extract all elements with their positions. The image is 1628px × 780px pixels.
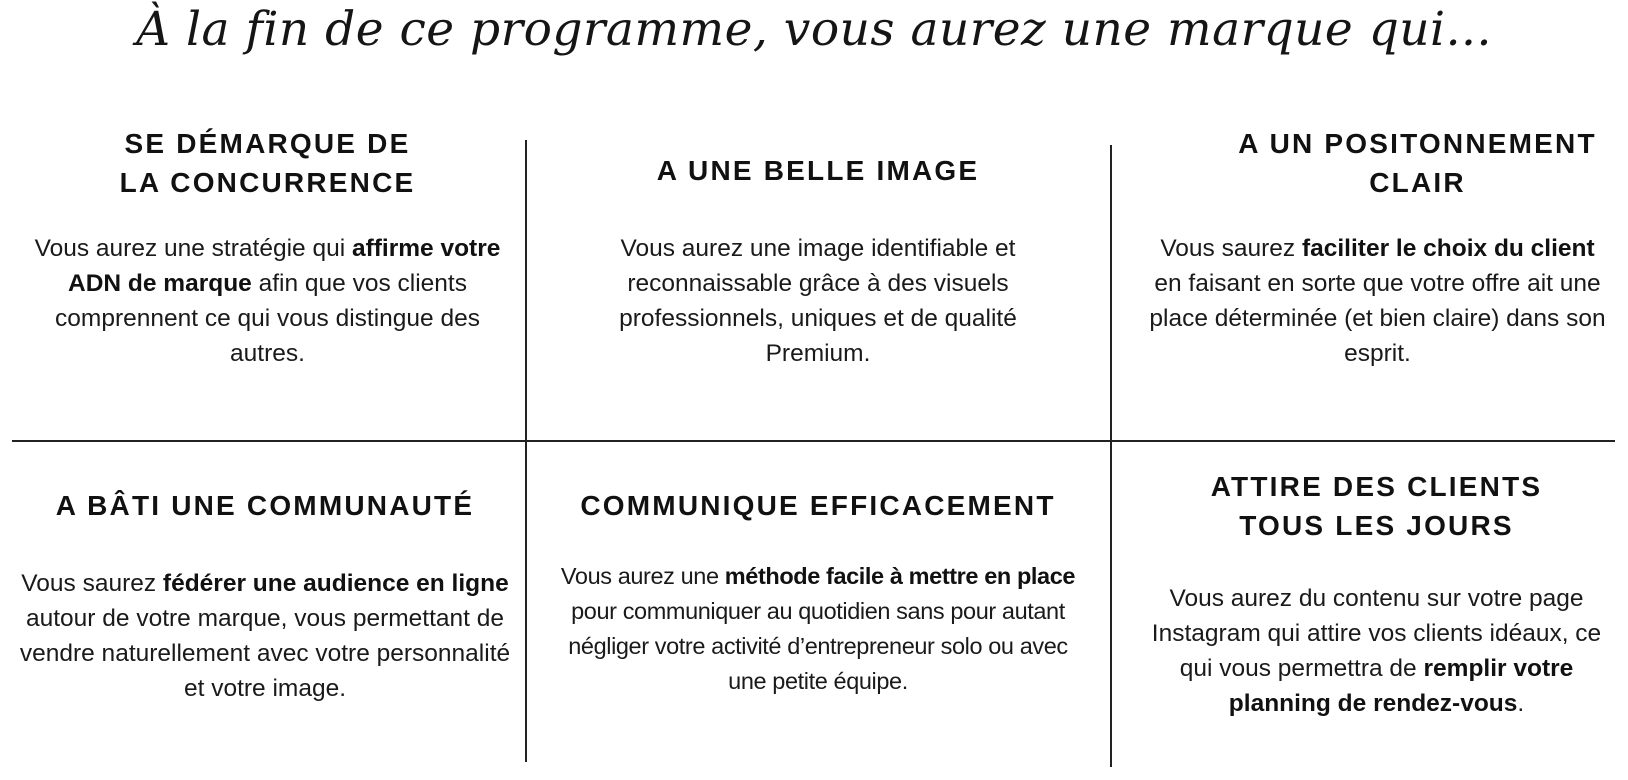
feature-heading-line: TOUS LES JOURS [1239, 510, 1514, 541]
feature-cell-communique [548, 486, 1088, 699]
description-text: Vous aurez du contenu sur votre page Instagram qui attire vos clients idéaux, ce qui vous permettra de [1151, 585, 1602, 682]
description-text: Vous aurez une stratégie qui [34, 235, 352, 262]
feature-heading-line: CLAIR [1369, 167, 1466, 198]
feature-heading-line: A BÂTI UNE COMMUNAUTÉ [55, 490, 475, 521]
page-title: À la fin de ce programme, vous aurez une marque qui... [136, 2, 1492, 57]
description-text: en faisant en sorte que votre offre ait une place déterminée (et bien claire) dans son esprit. [1149, 270, 1606, 367]
description-highlight: remplir votre planning de rendez-vous [1228, 655, 1574, 717]
description-text: Vous saurez [21, 570, 163, 597]
feature-heading [1135, 467, 1618, 545]
feature-heading-line: ATTIRE DES CLIENTS [1210, 471, 1543, 502]
feature-heading-line: A UNE BELLE IMAGE [656, 155, 980, 186]
description-highlight: fédérer une audience en ligne [162, 570, 509, 597]
feature-description [578, 231, 1058, 371]
feature-heading [20, 124, 515, 202]
feature-heading [578, 151, 1058, 190]
feature-heading-line: SE DÉMARQUE DE [124, 128, 411, 159]
feature-heading-line: COMMUNIQUE EFFICACEMENT [580, 490, 1056, 521]
feature-heading [1140, 124, 1628, 202]
feature-heading-line: LA CONCURRENCE [119, 167, 416, 198]
description-highlight: faciliter le choix du client [1301, 235, 1595, 262]
description-text: Vous aurez une [560, 563, 725, 589]
feature-heading [10, 486, 520, 525]
description-text: autour de votre marque, vous permettant de vendre naturellement avec votre personnalité et votre image. [19, 605, 511, 702]
description-highlight: méthode facile à mettre en place [724, 563, 1076, 589]
feature-cell-belle-image [578, 151, 1058, 371]
description-highlight: affirme votre ADN de marque [68, 235, 501, 297]
feature-cell-positionnement [1140, 124, 1615, 371]
grid-divider-vertical-right [1110, 145, 1112, 767]
feature-description [10, 566, 520, 706]
description-text: Vous aurez une image identifiable et reconnaissable grâce à des visuels professionnels, uniques et de qualité Premium. [619, 235, 1017, 367]
grid-divider-horizontal [12, 440, 1615, 442]
description-text: afin que vos clients comprennent ce qui vous distingue des autres. [55, 270, 480, 367]
description-text: pour communiquer au quotidien sans pour autant négliger votre activité d’entrepreneur solo ou avec une petite équipe. [568, 598, 1068, 694]
feature-description [1140, 231, 1615, 371]
feature-heading-line: A UN POSITONNEMENT [1238, 128, 1597, 159]
feature-cell-se-demarque [20, 124, 515, 371]
feature-description [20, 231, 515, 371]
feature-description [548, 559, 1088, 699]
description-text: Vous saurez [1160, 235, 1302, 262]
feature-heading [548, 486, 1088, 525]
description-text: . [1517, 690, 1525, 717]
feature-cell-communaute [10, 486, 520, 706]
feature-cell-attire-clients [1135, 467, 1618, 721]
grid-divider-vertical-left [525, 140, 527, 762]
feature-description [1135, 581, 1618, 721]
